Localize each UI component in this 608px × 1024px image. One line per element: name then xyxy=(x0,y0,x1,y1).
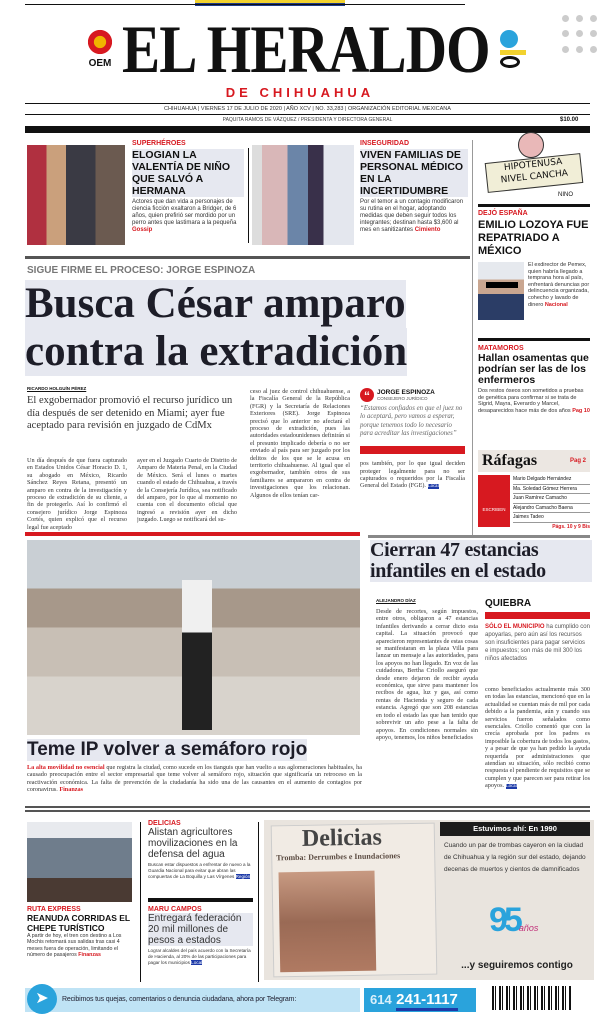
masthead-title: EL HERALDO xyxy=(122,11,490,87)
headline: VIVEN FAMILIAS DE PERSONAL MÉDICO EN LA INCERTIDUMBRE xyxy=(360,149,468,197)
kicker: DELICIAS xyxy=(148,820,181,827)
masthead-subtitle: DE CHIHUAHUA xyxy=(225,85,375,100)
double-rule xyxy=(25,806,590,812)
summary: A partir de hoy, el tren con destino a Los Mochis retomará sus salidas tras casi 4 meses fuera de operación, limitando el número de pasajeros xyxy=(27,933,122,958)
lead-quote-column xyxy=(360,388,465,491)
lead-quote xyxy=(360,388,465,454)
summary: Dos restos óseos son sometidos a pruebas de genética para confirmar si se trata de Sigrid, Mayra, Everardo y Marcel, desaparecidos hace más de dos años xyxy=(478,388,584,414)
menu-dots-icon[interactable] xyxy=(562,15,602,55)
cartoon-signature: NINO xyxy=(558,192,573,198)
headline: REANUDA CORRIDAS EL CHEPE TURÍSTICO xyxy=(27,913,130,933)
writer-name: Mario Delgado Hernández xyxy=(513,475,590,485)
section-ref[interactable]: Local xyxy=(505,784,518,790)
lead-in: La alta movilidad no esencial xyxy=(27,764,105,771)
lead-deck: El exgobernador promovió el recurso jurídico un día después de ser detenido en Miami; ayer fue aceptado para revisión en juzgado de CdMx xyxy=(27,395,233,431)
quiebra-box xyxy=(485,598,590,663)
phone-number: 241-1117 xyxy=(396,991,458,1011)
writer-name: Juan Ramírez Camacho xyxy=(513,494,590,504)
photo-story[interactable] xyxy=(27,739,362,794)
estancias-col-2: como beneficiados actualmente más 300 en todas las estancias, mencionó que en la actualidad se cuentan más de mil por cada debido a la pandemia, aún y cuando sus servicios fueron señalados como esenciales. Criollo comentó que con la crecía aprobada por los padres es imposible la cobertura de todos los gastos, y a pesar de que ya han pedido la ayuda requerida por administraciones que atendían su situación, sólo recibió como respuesta el pendiente de requisitos que se cumplen y que parecen ser para retirar los apoyos. Local xyxy=(485,686,590,790)
train-photo xyxy=(27,822,132,902)
rule xyxy=(368,535,590,538)
lead-col-4: pos también, por lo que igual deciden proteger legalmente para no ser capturados o requeridos por la Fiscalía General del Estado (FGE). Local xyxy=(360,460,465,490)
headline-line: contra la extradición xyxy=(25,328,408,375)
archive-promo[interactable] xyxy=(264,820,594,980)
cartoon[interactable] xyxy=(478,132,590,202)
anniversary-logo xyxy=(500,30,534,70)
lozoya-story[interactable] xyxy=(478,210,590,320)
kicker: MARU CAMPOS xyxy=(148,906,202,913)
matamoros-story[interactable] xyxy=(478,345,590,414)
escriben-logo: ESCRIBEN xyxy=(478,475,510,527)
box-lead: SÓLO EL MUNICIPIO xyxy=(485,624,545,630)
estancias-headline[interactable]: Cierran 47 estancias infantiles en el estado xyxy=(370,540,592,582)
headline-line: Busca César amparo xyxy=(25,280,406,327)
masthead-rule xyxy=(25,103,590,104)
section-ref[interactable]: Cimiento xyxy=(414,227,441,233)
lead-kicker: SIGUE FIRME EL PROCESO: JORGE ESPINOZA xyxy=(27,265,256,276)
writer-name: Ma. Soledad Gómez Herrera xyxy=(513,485,590,495)
writer-pages: Págs. 10 y 9 Bis xyxy=(552,523,590,530)
headline: ELOGIAN LA VALENTÍA DE NIÑO QUE SALVÓ A HERMANA xyxy=(132,149,244,197)
archive-text: Cuando un par de trombas cayeron en la ciudad de Chihuahua y la región sur del estado, dejando decenas de muertos y cientos de damnificados xyxy=(444,842,586,873)
archive-paper-headline: Tromba: Derrumbes e Inundaciones xyxy=(276,851,401,863)
summary: Actores que dan vida a personajes de ciencia ficción exaltaron a Bridger, de 6 años, quien prefirió ser mordido por un perro antes que lastimara a la pequeña xyxy=(132,199,237,226)
section-ref[interactable]: Local xyxy=(427,484,439,490)
archive-front-page xyxy=(271,823,438,978)
medical-family-photo xyxy=(252,145,354,245)
top-story-superheroes[interactable] xyxy=(132,140,244,234)
writer-name: Alejandro Camacho Baena xyxy=(513,504,590,514)
summary: que registra la ciudad, como sucede en los tianguis que han vuelto a sus aglomeraciones habituales, ha causado preocupación entre el sector empresarial que teme volver al semáforo rojo, situación que significaría un retroceso en la reactivación económica. La falta de prevención de la ciudadanía ha sido una de las causantes en el aumento de contagios por coronavirus. xyxy=(27,764,363,794)
summary: Lograr alcaldes del país acuerdo con la Secretaría de Hacienda, al 20% de las participaciones para pagar los municipios xyxy=(148,948,251,965)
lozoya-photo xyxy=(478,262,524,320)
market-photo xyxy=(27,540,360,735)
divider xyxy=(248,148,249,243)
rule xyxy=(478,338,590,341)
oem-logo xyxy=(80,28,120,76)
section-ref[interactable]: Finanzas xyxy=(78,951,101,958)
oem-sun-icon xyxy=(86,28,114,56)
archive-banner: Estuvimos ahí: En 1990 xyxy=(440,822,590,836)
telegram-text: Recibimos tus quejas, comentarios o denuncia ciudadana, ahora por Telegram: xyxy=(62,996,297,1003)
section-ref[interactable]: Pag 10 xyxy=(572,407,590,414)
section-ref[interactable]: Local xyxy=(191,959,203,965)
kicker: RUTA EXPRESS xyxy=(27,906,81,913)
oem-label: OEM xyxy=(88,58,112,69)
section-ref[interactable]: Finanzas xyxy=(59,786,84,794)
edition-info: CHIHUAHUA | VIERNES 17 DE JULIO DE 2020 | AÑO XCV | NO. 33,283 | ORGANIZACIÓN EDITORIAL MEXICANA xyxy=(164,106,451,112)
writer-name: Jaimes Tadeo xyxy=(513,513,590,523)
phone-area: 614 xyxy=(370,992,392,1007)
estancias-byline: ALEJANDRO DÍAZ xyxy=(376,598,416,603)
top-rule xyxy=(25,4,465,5)
divider xyxy=(140,822,141,982)
price: $10.00 xyxy=(560,117,579,123)
quote-icon: “ xyxy=(360,388,374,402)
headline: Alistan agricultores movilizaciones en la defensa del agua xyxy=(148,827,238,860)
cartoon-text: HIPOTENUSA xyxy=(503,157,563,174)
delicias-story[interactable] xyxy=(148,820,253,879)
top-story-medical[interactable] xyxy=(360,140,468,234)
kicker: MATAMOROS xyxy=(478,345,524,352)
quote-role: CONSEJERO JURÍDICO xyxy=(377,396,428,401)
divider xyxy=(258,822,259,982)
box-body: ha cumplido con apoyarlas, pero aún así los recursos son insuficientes para pagar servicios e impuestos; son más de mil 300 los niños afectados xyxy=(485,624,590,662)
box-title: QUIEBRA xyxy=(485,598,532,609)
director-line: PAQUITA RAMOS DE VÁZQUEZ / PRESIDENTA Y DIRECTORA GENERAL xyxy=(222,117,393,123)
headline: Hallan osamentas que podrían ser las de los enfermeros xyxy=(478,352,589,386)
cartoon-text: NIVEL CANCHA xyxy=(500,168,569,186)
info-rule xyxy=(25,114,590,115)
headline: EMILIO LOZOYA FUE REPATRIADO A MÉXICO xyxy=(478,219,589,257)
top-stories-rule xyxy=(25,256,470,259)
red-rule xyxy=(25,532,360,536)
superheroes-photo xyxy=(27,145,125,245)
headline: Teme IP volver a semáforo rojo xyxy=(27,739,308,760)
summary: Por el temor a un contagio modificaron su rutina en el hogar, adoptando medidas que deben seguir todos los integrantes; destinan hasta $3,600 al mes en sanitizantes xyxy=(360,199,464,233)
summary: Buscan estar dispuestos a enfrentar de nuevo a la Guardia Nacional para evitar que abran las compuertas de La Boquilla y Las Vírgenes xyxy=(148,862,251,879)
headline: Entregará federación 20 mil millones de pesos a estados xyxy=(148,913,253,946)
archive-tagline: ...y seguiremos contigo xyxy=(461,960,573,971)
telegram-icon: ➤ xyxy=(27,984,57,1014)
anniversary-95-logo: 95años xyxy=(489,901,539,939)
quote-name: JORGE ESPINOZA xyxy=(377,388,435,396)
estancias-col-1: Desde de recortes, según impuestos, entre otros, obligaron a 47 estancias infantiles derivando a cerrar dicto esta capital. La situación provocó que aparecieron representantes de estas cosas se manifestaran en la plaza Villa para lanzar un mensaje a las autoridades, para los apoyos no han llegado. En voz de las cuidadoras, Bertha Criollo aseguró que desde enero dejaron de recibir ayuda económica, que sirve para mantener los recibos de agua, luz y gas, así como rentas de Hacienda y seguro de cada estancia. Agregó que son 208 estancias en todo el estado las que han tenido que sobrevivir un año pese a la falta de apoyos. En condiciones normales sin apoyo, tenemos, los niños beneficiados xyxy=(376,608,478,741)
lead-col-2: ayer en el Juzgado Cuarto de Distrito de Amparo de Materia Penal, en la Ciudad de México. Será el lunes o martes cuando el estado de Chihuahua, a través de la Consejería Jurídica, sea notificado del amparo, por lo que al momento no cuenta con el documento oficial que ingresó a revisión ayer en dicho juzgado. Luego se notificará del su- xyxy=(137,457,237,524)
top-promo-strip xyxy=(195,0,345,6)
right-col-divider xyxy=(472,140,473,535)
chepe-story[interactable] xyxy=(27,906,135,958)
rafagas-box[interactable] xyxy=(478,450,590,530)
section-ref[interactable]: Nacional xyxy=(544,301,568,308)
rafagas-title: Ráfagas xyxy=(482,452,538,469)
maru-story[interactable] xyxy=(148,906,253,965)
section-ref[interactable]: Gossip xyxy=(132,227,153,233)
rule xyxy=(148,898,253,902)
lead-col-3: ceso al juez de control chihuahuense, a la Fiscalía General de la República (FGR) y la Secretaría de Relaciones Exteriores (SRE). Jorge Espinoza precisó que lo anterior no afectará el proceso de extradición, pues las autoridades estadounidenses definirán si el presunto implicado debería o no ser enviado al país para ser juzgado por los delitos de los que se le acusa en territorio chihuahuense. Al igual que el exgobernador, también otros de sus familiares se ampararon en contra de investigaciones que los relacionan. Algunos de ellos tenían car- xyxy=(250,388,350,499)
kicker: SUPERHÉROES xyxy=(132,140,186,147)
quote-text: “Estamos confiados en que el juez no lo aceptará, pero vamos a esperar, porque tenemos todo lo necesario para acreditar las investigaciones” xyxy=(360,405,463,437)
lead-col-1: Un día después de que fuera capturado en Estados Unidos César Horacio D. 1, su abogado en México, Ricardo Sánchez Reyes Retana, presentó un amparo en contra de la investigación y proceso de extradición de su cliente, a fin de protegerlo. Así lo confirmó el consejero jurídico Jorge Espinoza Cortés, quien explicó que el recurso legal fue aceptado xyxy=(27,457,127,531)
summary: El exdirector de Pemex, quien habría llegado a temprana hora al país, enfrentará denuncias por delincuencia organizada, cohecho y lavado de dinero xyxy=(528,262,590,308)
rafagas-page: Pag 2 xyxy=(569,458,586,464)
lead-byline: RICARDO HOLGUÍN PÉREZ xyxy=(27,386,87,391)
kicker: INSEGURIDAD xyxy=(360,140,410,147)
section-ref[interactable]: Región xyxy=(235,873,251,879)
kicker: DEJÓ ESPAÑA xyxy=(478,210,528,217)
barcode xyxy=(492,986,572,1010)
archive-paper-title: Delicias xyxy=(301,824,383,852)
lead-headline[interactable] xyxy=(25,280,470,376)
telegram-phone[interactable] xyxy=(364,988,476,1012)
rule xyxy=(478,204,590,207)
